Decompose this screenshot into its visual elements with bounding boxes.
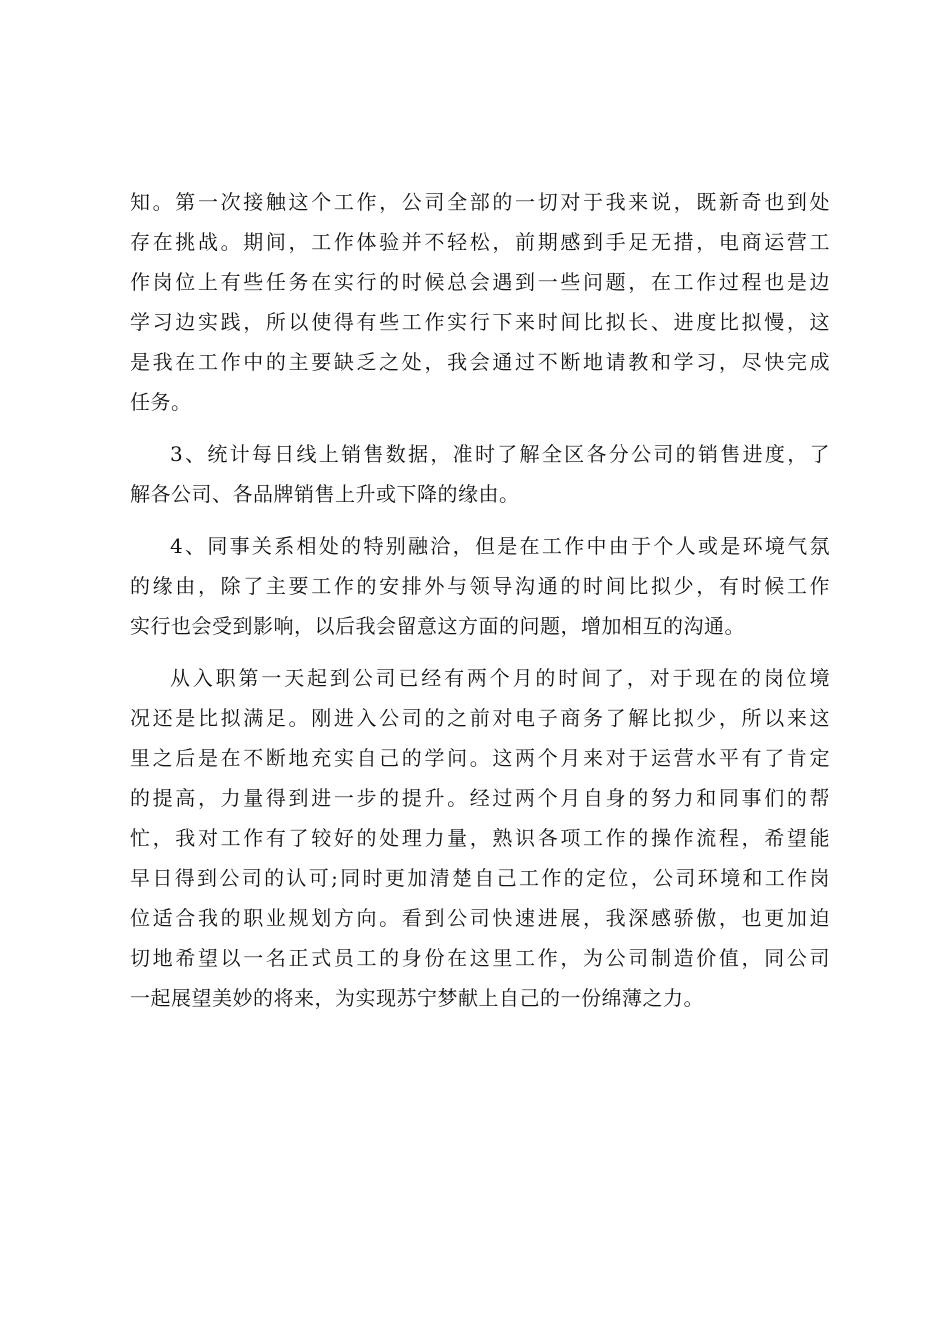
- paragraph-3-line-2: 的缘由，除了主要工作的安排外与领导沟通的时间比拟少，有时候工作: [130, 574, 830, 598]
- paragraph-3-line-1: 4、同事关系相处的特别融洽，但是在工作中由于个人或是环境气氛: [170, 534, 830, 558]
- paragraph-3-line-3: 实行也会受到影响，以后我会留意这方面的问题，增加相互的沟通。: [130, 614, 745, 638]
- paragraph-4-line-3: 里之后是在不断地充实自己的学问。这两个月来对于运营水平有了肯定: [130, 746, 830, 770]
- paragraph-4-line-6: 早日得到公司的认可;同时更加清楚自己工作的定位，公司环境和工作岗: [130, 866, 830, 890]
- paragraph-1-line-1: 知。第一次接触这个工作，公司全部的一切对于我来说，既新奇也到处: [130, 190, 830, 214]
- paragraph-2-line-1: 3、统计每日线上销售数据，准时了解全区各分公司的销售进度，了: [170, 442, 830, 466]
- paragraph-1-line-5: 是我在工作中的主要缺乏之处，我会通过不断地请教和学习，尽快完成: [130, 350, 830, 374]
- paragraph-2-line-2: 解各公司、各品牌销售上升或下降的缘由。: [130, 482, 520, 506]
- paragraph-4-line-2: 况还是比拟满足。刚进入公司的之前对电子商务了解比拟少，所以来这: [130, 706, 830, 730]
- paragraph-1-line-3: 作岗位上有些任务在实行的时候总会遇到一些问题，在工作过程也是边: [130, 270, 830, 294]
- paragraph-1-line-6: 任务。: [130, 390, 192, 414]
- paragraph-1-line-2: 存在挑战。期间，工作体验并不轻松，前期感到手足无措，电商运营工: [130, 230, 830, 254]
- paragraph-gap: [130, 646, 830, 658]
- paragraph-gap: [130, 514, 830, 526]
- paragraph-gap: [130, 422, 830, 434]
- paragraph-4-line-4: 的提高，力量得到进一步的提升。经过两个月自身的努力和同事们的帮: [130, 786, 830, 810]
- document-body: [130, 182, 830, 1018]
- paragraph-4-line-7: 位适合我的职业规划方向。看到公司快速进展，我深感骄傲，也更加迫: [130, 906, 830, 930]
- paragraph-4-line-9: 一起展望美妙的将来，为实现苏宁梦献上自己的一份绵薄之力。: [130, 986, 704, 1010]
- paragraph-4-line-8: 切地希望以一名正式员工的身份在这里工作，为公司制造价值，同公司: [130, 946, 830, 970]
- paragraph-4-line-1: 从入职第一天起到公司已经有两个月的时间了，对于现在的岗位境: [170, 666, 830, 690]
- paragraph-1-line-4: 学习边实践，所以使得有些工作实行下来时间比拟长、进度比拟慢，这: [130, 310, 830, 334]
- paragraph-4-line-5: 忙，我对工作有了较好的处理力量，熟识各项工作的操作流程，希望能: [130, 826, 830, 850]
